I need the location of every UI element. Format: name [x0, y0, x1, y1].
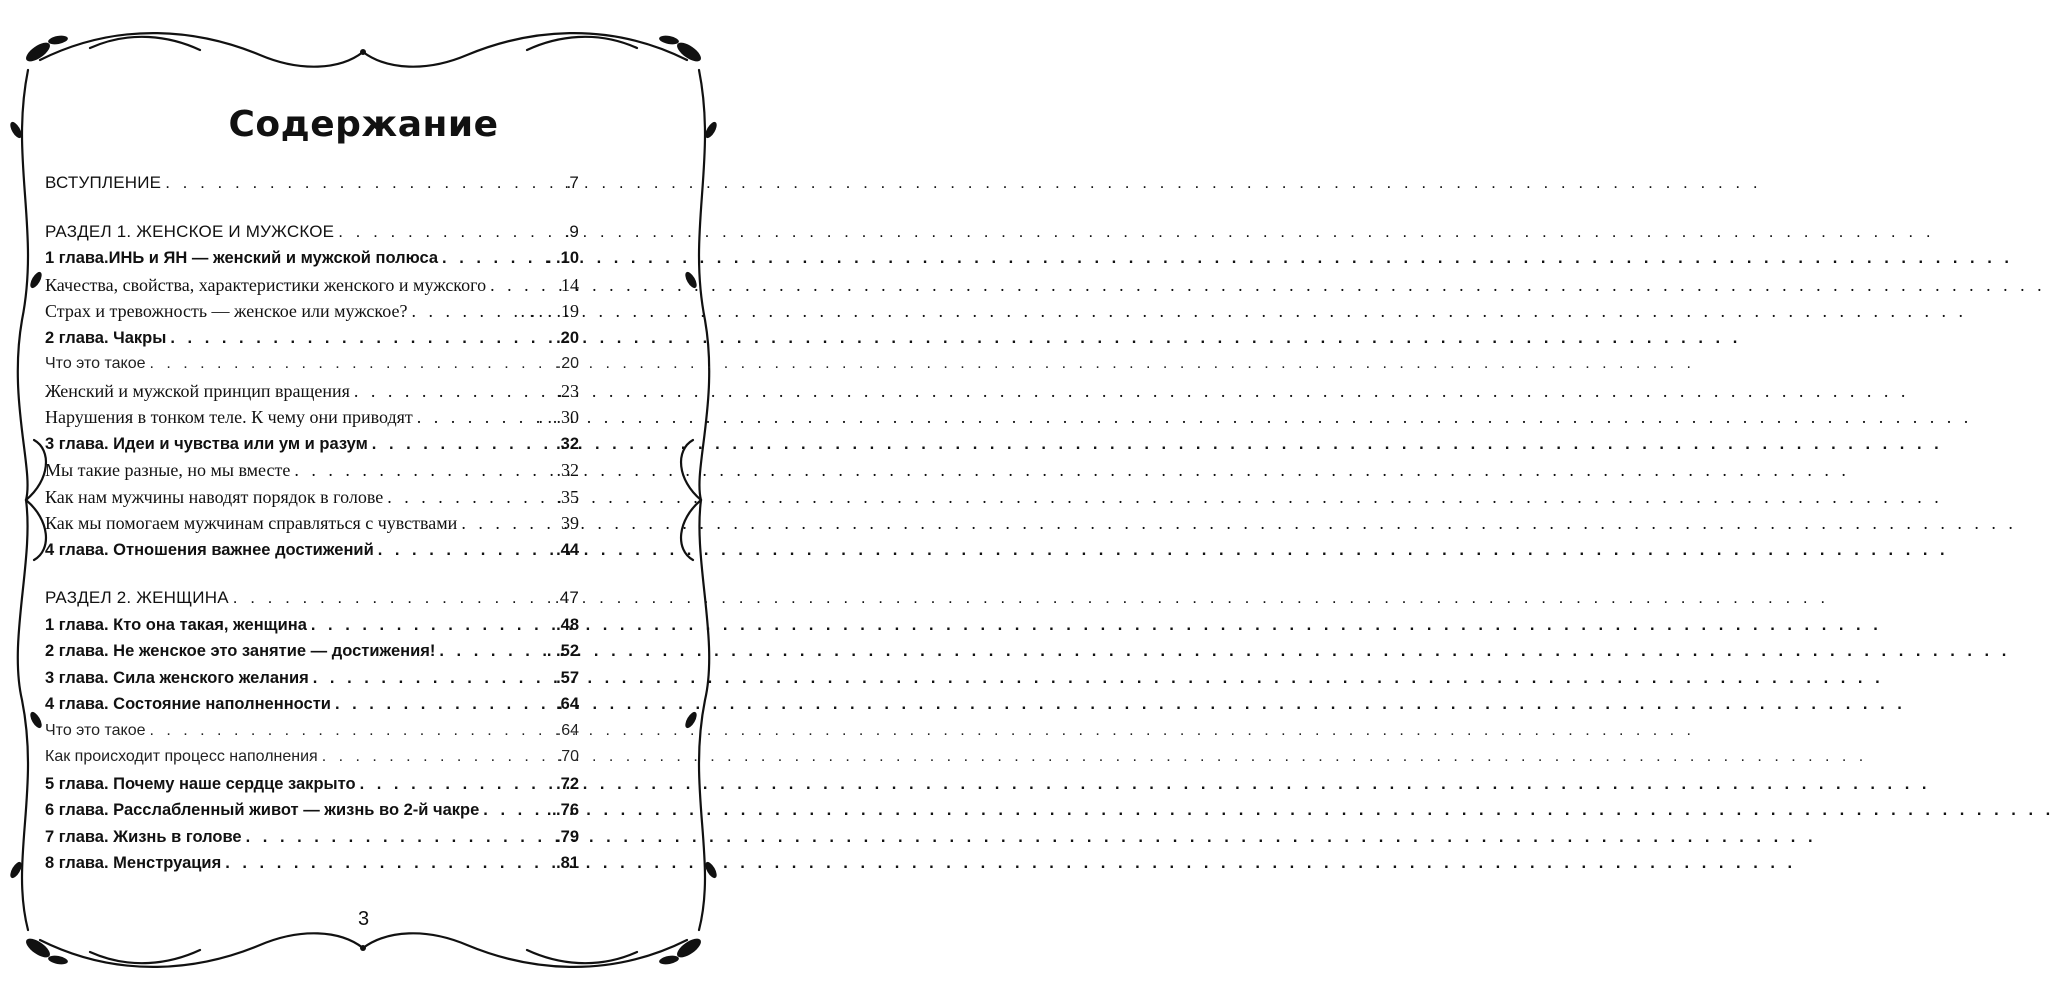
toc-entry[interactable] [45, 744, 579, 771]
toc-entry-page: . . .30 [538, 407, 579, 427]
toc-leader-dots [307, 612, 556, 639]
toc-entry-page: .44 [556, 540, 579, 559]
toc-entry[interactable] [45, 850, 579, 877]
toc-entry-page: .48 [556, 615, 579, 634]
toc-entry-page: .32 [556, 460, 579, 480]
toc-entry-page: .64 [556, 695, 579, 713]
toc-leader-dots [145, 351, 556, 378]
toc-leader-dots [221, 850, 556, 877]
toc-entry-title: Что это такое [45, 721, 146, 739]
toc-entry-prefix: 1 глава. [45, 249, 109, 267]
toc-entry-page: .20 [556, 355, 579, 372]
toc-entry[interactable] [45, 824, 579, 851]
toc-entry-title: 3 глава. Сила женского желания [45, 668, 309, 687]
toc-entry-title: 2 глава. Чакры [45, 328, 167, 347]
page-number: 3 [357, 908, 370, 930]
toc-entry[interactable] [45, 457, 579, 484]
toc-leader-dots [229, 585, 555, 612]
toc-entry-title: Качества, свойства, характеристики женского и мужского [45, 274, 487, 295]
toc-entry-page: .81 [556, 854, 579, 872]
toc-entry-title: РАЗДЕЛ 1. ЖЕНСКОЕ И МУЖСКОЕ [45, 221, 335, 241]
toc-entry-title: 4 глава. Отношения важнее достижений [45, 540, 374, 559]
toc-entry[interactable] [45, 510, 579, 537]
page-title: Содержание [228, 104, 499, 145]
toc-entry-page: .20 [556, 328, 579, 347]
toc-leader-dots [407, 298, 520, 325]
toc-entry-page: 39 [561, 513, 579, 533]
toc-entry[interactable] [45, 351, 579, 378]
toc-entry[interactable] [45, 170, 579, 197]
toc-entry[interactable] [45, 771, 579, 798]
toc-entry-page: .35 [556, 486, 579, 507]
toc-entry[interactable] [45, 638, 579, 665]
table-of-contents [45, 170, 579, 877]
toc-entry[interactable] [45, 691, 579, 718]
toc-entry[interactable] [45, 612, 579, 639]
toc-entry-title: Страх и тревожность — женское или мужское? [45, 301, 408, 321]
toc-entry-title: ВСТУПЛЕНИЕ [45, 173, 162, 192]
toc-entry-title: Как нам мужчины наводят порядок в голове [45, 486, 384, 507]
toc-leader-dots [290, 457, 556, 484]
toc-entry-page: .47 [554, 588, 579, 607]
toc-leader-dots [368, 431, 556, 458]
toc-entry-page: 14 [561, 274, 579, 295]
toc-leader-dots [145, 718, 556, 745]
toc-entry-title: Что это такое [45, 355, 146, 372]
toc-entry[interactable] [45, 797, 579, 824]
toc-entry-title: 7 глава. Жизнь в голове [45, 827, 242, 846]
toc-entry-page: . .10 [546, 249, 579, 267]
toc-entry-title: Мы такие разные, но мы вместе [45, 460, 291, 480]
toc-entry-page: .70 [556, 748, 579, 765]
toc-entry[interactable] [45, 272, 579, 299]
toc-entry-title: 5 глава. Почему наше сердце закрыто [45, 774, 356, 793]
toc-entry-page: . .76 [546, 801, 579, 819]
toc-entry-title: 6 глава. Расслабленный живот — жизнь во 2-й чакре [45, 801, 480, 819]
toc-entry-title: РАЗДЕЛ 2. ЖЕНЩИНА [45, 588, 229, 607]
toc-entry-page: .72 [556, 774, 579, 793]
toc-leader-dots [309, 665, 556, 692]
toc-leader-dots [374, 537, 556, 564]
toc-entry-title: 1 глава. Кто она такая, женщина [45, 615, 307, 634]
toc-leader-dots [435, 638, 547, 665]
toc-leader-dots [356, 771, 557, 798]
toc-entry-title: 8 глава. Менструация [45, 854, 222, 872]
toc-entry-page: . . . . .19 [520, 301, 579, 321]
toc-entry[interactable] [45, 378, 579, 405]
toc-leader-dots [334, 219, 564, 246]
toc-entry-title: 2 глава. Не женское это занятие — достижения! [45, 642, 436, 660]
toc-leader-dots [438, 245, 547, 272]
toc-entry-title: Нарушения в тонком теле. К чему они приводят [45, 407, 413, 427]
toc-entry-page: .64 [556, 721, 579, 739]
toc-entry[interactable] [45, 431, 579, 458]
toc-leader-dots [161, 170, 564, 197]
toc-entry[interactable] [45, 245, 579, 272]
toc-entry-title: Как происходит процесс наполнения [45, 748, 318, 765]
toc-entry-page: .7 [564, 173, 579, 192]
toc-leader-dots [331, 691, 556, 718]
toc-leader-dots [413, 404, 539, 431]
toc-entry-page: .23 [556, 380, 579, 401]
toc-entry-page: . .52 [546, 642, 579, 660]
toc-leader-dots [166, 325, 556, 352]
toc-entry[interactable] [45, 718, 579, 745]
toc-entry-title: 3 глава. Идеи и чувства или ум и разум [45, 434, 368, 453]
toc-entry-title: 4 глава. Состояние наполненности [45, 695, 331, 713]
toc-leader-dots [479, 797, 547, 824]
toc-leader-dots [350, 378, 557, 405]
toc-leader-dots [318, 744, 557, 771]
toc-leader-dots [242, 824, 556, 851]
toc-entry[interactable] [45, 537, 579, 564]
toc-entry-title: Женский и мужской принцип вращения [45, 380, 350, 401]
toc-leader-dots [486, 272, 561, 299]
toc-leader-dots [457, 510, 561, 537]
toc-entry[interactable] [45, 484, 579, 511]
toc-entry-title: Как мы помогаем мужчинам справляться с чувствами [45, 513, 458, 533]
toc-entry[interactable] [45, 219, 579, 246]
toc-entry-title: ИНЬ и ЯН — женский и мужской полюса [108, 249, 439, 267]
toc-entry[interactable] [45, 404, 579, 431]
toc-entry-page: .79 [556, 827, 579, 846]
toc-entry[interactable] [45, 585, 579, 612]
toc-leader-dots [383, 484, 556, 511]
toc-entry-page: .9 [564, 221, 579, 241]
toc-entry[interactable] [45, 665, 579, 692]
toc-entry[interactable] [45, 325, 579, 352]
toc-entry-page: .32 [556, 434, 579, 453]
toc-entry[interactable] [45, 298, 579, 325]
toc-entry-page: .57 [556, 668, 579, 687]
